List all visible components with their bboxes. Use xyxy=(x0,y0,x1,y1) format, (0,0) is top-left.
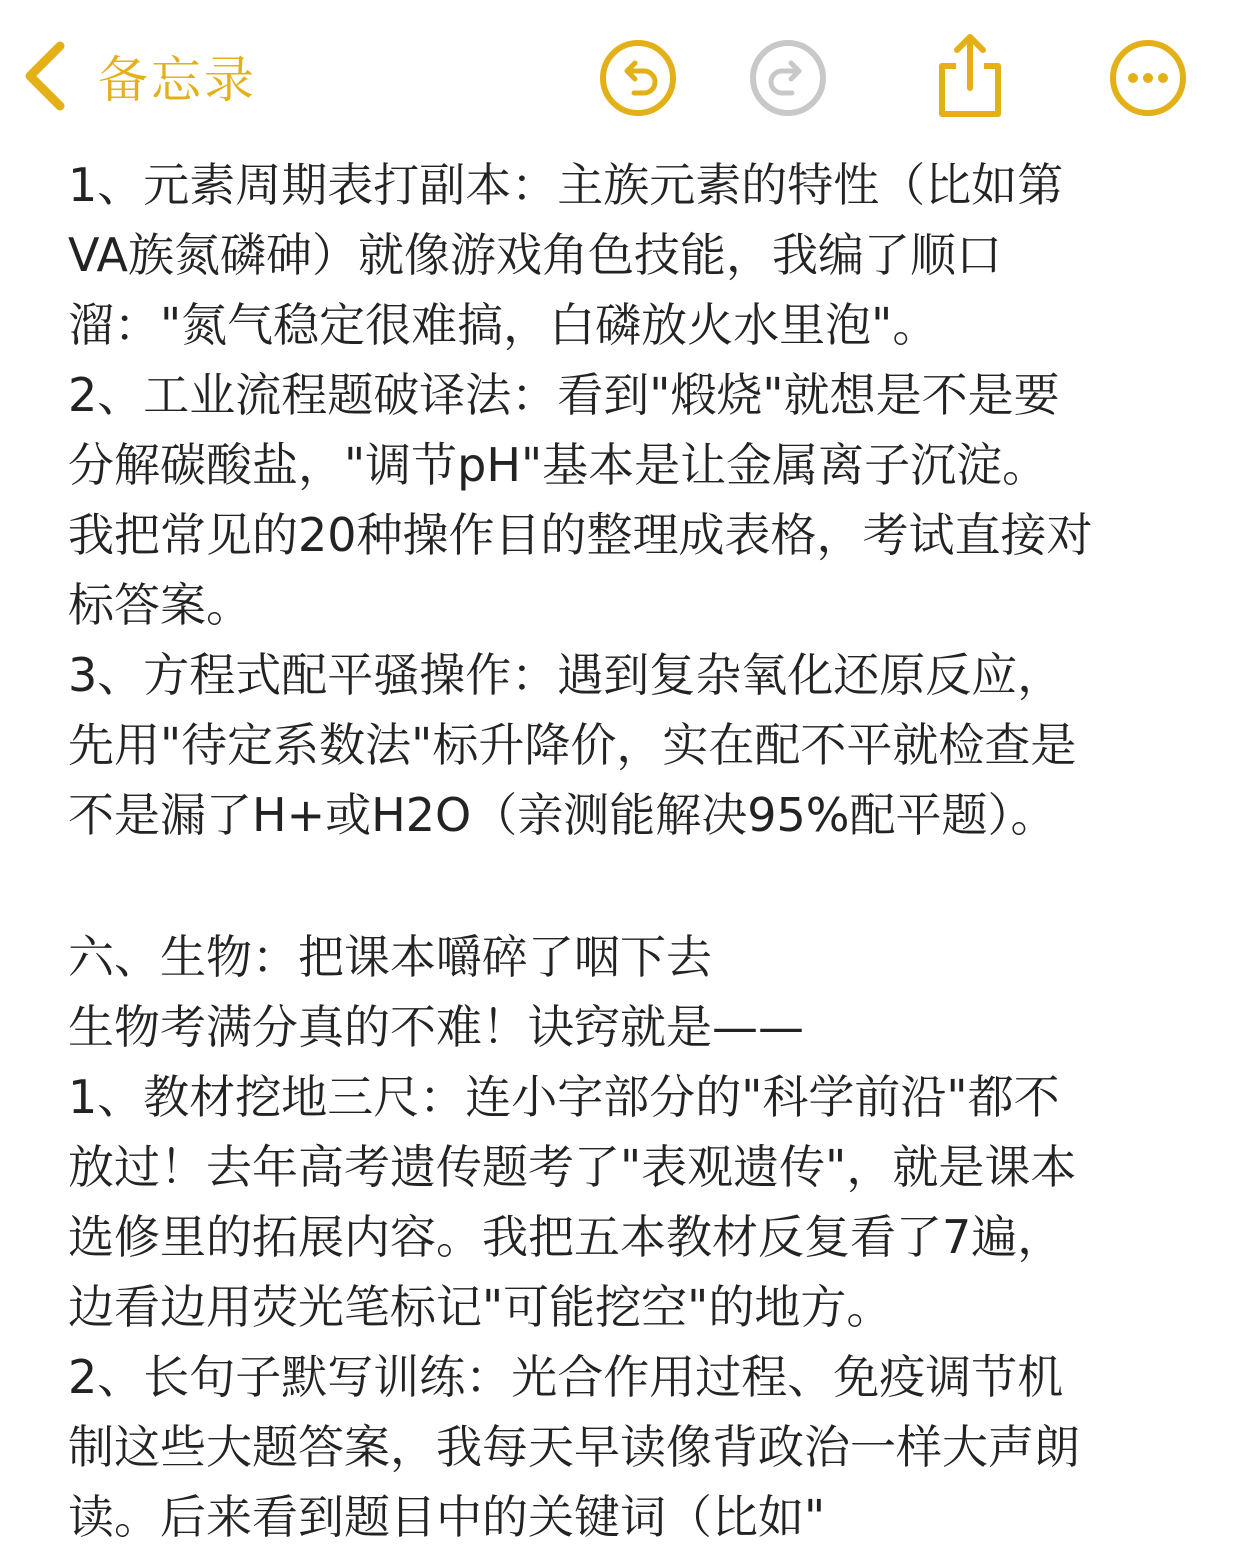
back-label: 备忘录 xyxy=(98,51,257,109)
note-line: 选修里的拓展内容。我把五本教材反复看了7遍， xyxy=(68,1210,1064,1264)
note-line: 制这些大题答案，我每天早读像背政治一样大声朗 xyxy=(68,1420,1080,1474)
note-blank-line xyxy=(68,850,1198,922)
note-line: 3、方程式配平骚操作：遇到复杂氧化还原反应， xyxy=(68,648,1064,702)
more-icon xyxy=(1108,38,1188,118)
share-button[interactable] xyxy=(930,30,1010,110)
note-content[interactable] xyxy=(68,150,1198,1551)
note-line: 2、工业流程题破译法：看到"煅烧"就想是不是要 xyxy=(68,368,1060,422)
note-line: 1、元素周期表打副本：主族元素的特性（比如第 xyxy=(68,158,1064,212)
back-button[interactable] xyxy=(22,36,257,116)
more-button[interactable] xyxy=(1108,38,1188,118)
undo-icon xyxy=(598,38,678,118)
note-line: 生物考满分真的不难！诀窍就是—— xyxy=(68,1000,804,1054)
note-line: 1、教材挖地三尺：连小字部分的"科学前沿"都不 xyxy=(68,1070,1060,1124)
note-line: 我把常见的20种操作目的整理成表格，考试直接对 xyxy=(68,508,1093,562)
note-line: VA族氮磷砷）就像游戏角色技能，我编了顺口 xyxy=(68,228,1002,282)
note-line: 放过！去年高考遗传题考了"表观遗传"，就是课本 xyxy=(68,1140,1077,1194)
note-line: 2、长句子默写训练：光合作用过程、免疫调节机 xyxy=(68,1350,1064,1404)
chevron-left-icon xyxy=(22,41,66,111)
note-line: 读。后来看到题目中的关键词（比如" xyxy=(68,1490,826,1544)
section-heading: 六、生物：把课本嚼碎了咽下去 xyxy=(68,930,712,984)
note-line: 先用"待定系数法"标升降价，实在配不平就检查是 xyxy=(68,718,1077,772)
share-icon xyxy=(930,30,1010,120)
note-line: 溜："氮气稳定很难搞，白磷放火水里泡"。 xyxy=(68,298,939,352)
redo-icon xyxy=(748,38,828,118)
note-line: 边看边用荧光笔标记"可能挖空"的地方。 xyxy=(68,1280,893,1334)
note-line: 标答案。 xyxy=(68,578,252,632)
undo-button[interactable] xyxy=(598,38,678,118)
note-line: 不是漏了H+或H2O（亲测能解决95%配平题）。 xyxy=(68,788,1057,842)
redo-button[interactable] xyxy=(748,38,828,118)
note-line: 分解碳酸盐，"调节pH"基本是让金属离子沉淀。 xyxy=(68,438,1049,492)
navigation-bar xyxy=(0,0,1242,150)
